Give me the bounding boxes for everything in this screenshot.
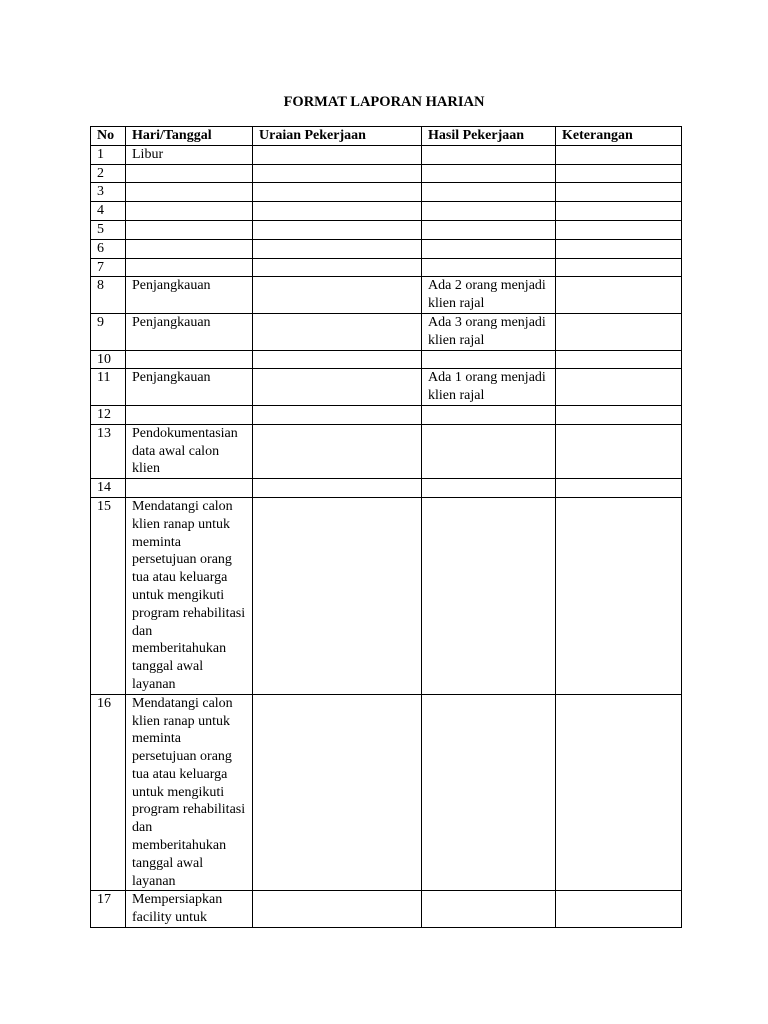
cell-uraian-pekerjaan bbox=[253, 497, 422, 694]
cell-hari-tanggal bbox=[126, 258, 253, 277]
cell-no: 5 bbox=[91, 220, 126, 239]
cell-no: 9 bbox=[91, 313, 126, 350]
cell-no: 14 bbox=[91, 479, 126, 498]
cell-keterangan bbox=[556, 694, 682, 891]
cell-keterangan bbox=[556, 183, 682, 202]
cell-uraian-pekerjaan bbox=[253, 258, 422, 277]
cell-hasil-pekerjaan bbox=[422, 239, 556, 258]
cell-uraian-pekerjaan bbox=[253, 369, 422, 406]
cell-hari-tanggal: Penjangkauan bbox=[126, 369, 253, 406]
cell-keterangan bbox=[556, 258, 682, 277]
cell-uraian-pekerjaan bbox=[253, 183, 422, 202]
cell-hasil-pekerjaan bbox=[422, 405, 556, 424]
cell-hari-tanggal: Pendokumentasian data awal calon klien bbox=[126, 424, 253, 478]
table-row bbox=[91, 350, 682, 369]
table-row bbox=[91, 313, 682, 350]
cell-no: 6 bbox=[91, 239, 126, 258]
cell-hasil-pekerjaan bbox=[422, 145, 556, 164]
cell-keterangan bbox=[556, 313, 682, 350]
cell-hasil-pekerjaan: Ada 2 orang menjadi klien rajal bbox=[422, 277, 556, 314]
cell-no: 3 bbox=[91, 183, 126, 202]
cell-no: 13 bbox=[91, 424, 126, 478]
cell-no: 10 bbox=[91, 350, 126, 369]
cell-uraian-pekerjaan bbox=[253, 220, 422, 239]
cell-keterangan bbox=[556, 164, 682, 183]
cell-uraian-pekerjaan bbox=[253, 202, 422, 221]
cell-uraian-pekerjaan bbox=[253, 479, 422, 498]
table-row bbox=[91, 277, 682, 314]
cell-uraian-pekerjaan bbox=[253, 405, 422, 424]
cell-uraian-pekerjaan bbox=[253, 277, 422, 314]
cell-no: 15 bbox=[91, 497, 126, 694]
table-row bbox=[91, 891, 682, 928]
cell-uraian-pekerjaan bbox=[253, 350, 422, 369]
cell-hari-tanggal: Penjangkauan bbox=[126, 277, 253, 314]
cell-hasil-pekerjaan bbox=[422, 164, 556, 183]
cell-keterangan bbox=[556, 891, 682, 928]
header-hari-tanggal: Hari/Tanggal bbox=[126, 127, 253, 146]
cell-no: 11 bbox=[91, 369, 126, 406]
table-row bbox=[91, 424, 682, 478]
cell-hari-tanggal: Mempersiapkan facility untuk bbox=[126, 891, 253, 928]
cell-hari-tanggal bbox=[126, 405, 253, 424]
cell-keterangan bbox=[556, 239, 682, 258]
cell-keterangan bbox=[556, 277, 682, 314]
cell-uraian-pekerjaan bbox=[253, 145, 422, 164]
table-body bbox=[91, 145, 682, 927]
cell-hari-tanggal bbox=[126, 220, 253, 239]
table-row bbox=[91, 405, 682, 424]
cell-uraian-pekerjaan bbox=[253, 239, 422, 258]
cell-hari-tanggal bbox=[126, 479, 253, 498]
cell-keterangan bbox=[556, 405, 682, 424]
cell-keterangan bbox=[556, 350, 682, 369]
table-row bbox=[91, 239, 682, 258]
header-keterangan: Keterangan bbox=[556, 127, 682, 146]
table-header-row bbox=[91, 127, 682, 146]
cell-no: 8 bbox=[91, 277, 126, 314]
cell-hasil-pekerjaan bbox=[422, 479, 556, 498]
page-title: FORMAT LAPORAN HARIAN bbox=[283, 94, 485, 110]
cell-hari-tanggal: Libur bbox=[126, 145, 253, 164]
cell-hasil-pekerjaan bbox=[422, 694, 556, 891]
cell-uraian-pekerjaan bbox=[253, 891, 422, 928]
cell-no: 1 bbox=[91, 145, 126, 164]
cell-hari-tanggal bbox=[126, 183, 253, 202]
cell-uraian-pekerjaan bbox=[253, 424, 422, 478]
cell-hasil-pekerjaan bbox=[422, 497, 556, 694]
table-row bbox=[91, 183, 682, 202]
cell-keterangan bbox=[556, 369, 682, 406]
cell-hasil-pekerjaan bbox=[422, 258, 556, 277]
cell-keterangan bbox=[556, 145, 682, 164]
table-row bbox=[91, 164, 682, 183]
cell-hari-tanggal bbox=[126, 164, 253, 183]
table-row bbox=[91, 145, 682, 164]
table-row bbox=[91, 220, 682, 239]
cell-keterangan bbox=[556, 424, 682, 478]
cell-no: 4 bbox=[91, 202, 126, 221]
table-row bbox=[91, 497, 682, 694]
cell-hari-tanggal: Mendatangi calon klien ranap untuk meminta persetujuan orang tua atau keluarga untuk mengikuti program rehabilitasi dan memberitahukan tanggal awal layanan bbox=[126, 497, 253, 694]
cell-uraian-pekerjaan bbox=[253, 313, 422, 350]
cell-hasil-pekerjaan: Ada 3 orang menjadi klien rajal bbox=[422, 313, 556, 350]
cell-uraian-pekerjaan bbox=[253, 694, 422, 891]
cell-hasil-pekerjaan: Ada 1 orang menjadi klien rajal bbox=[422, 369, 556, 406]
daily-report-table bbox=[90, 126, 682, 928]
header-hasil-pekerjaan: Hasil Pekerjaan bbox=[422, 127, 556, 146]
cell-uraian-pekerjaan bbox=[253, 164, 422, 183]
table-row bbox=[91, 202, 682, 221]
table-row bbox=[91, 694, 682, 891]
cell-hari-tanggal bbox=[126, 350, 253, 369]
cell-keterangan bbox=[556, 497, 682, 694]
cell-no: 2 bbox=[91, 164, 126, 183]
cell-hasil-pekerjaan bbox=[422, 891, 556, 928]
table-row bbox=[91, 258, 682, 277]
cell-no: 17 bbox=[91, 891, 126, 928]
cell-hasil-pekerjaan bbox=[422, 220, 556, 239]
cell-hari-tanggal bbox=[126, 239, 253, 258]
cell-hari-tanggal bbox=[126, 202, 253, 221]
header-uraian-pekerjaan: Uraian Pekerjaan bbox=[253, 127, 422, 146]
table-row bbox=[91, 479, 682, 498]
header-no: No bbox=[91, 127, 126, 146]
cell-keterangan bbox=[556, 202, 682, 221]
cell-no: 12 bbox=[91, 405, 126, 424]
cell-hasil-pekerjaan bbox=[422, 202, 556, 221]
cell-hasil-pekerjaan bbox=[422, 424, 556, 478]
cell-keterangan bbox=[556, 479, 682, 498]
cell-hasil-pekerjaan bbox=[422, 350, 556, 369]
cell-hari-tanggal: Mendatangi calon klien ranap untuk meminta persetujuan orang tua atau keluarga untuk mengikuti program rehabilitasi dan memberitahukan tanggal awal layanan bbox=[126, 694, 253, 891]
cell-no: 7 bbox=[91, 258, 126, 277]
cell-hasil-pekerjaan bbox=[422, 183, 556, 202]
cell-no: 16 bbox=[91, 694, 126, 891]
table-row bbox=[91, 369, 682, 406]
cell-hari-tanggal: Penjangkauan bbox=[126, 313, 253, 350]
cell-keterangan bbox=[556, 220, 682, 239]
